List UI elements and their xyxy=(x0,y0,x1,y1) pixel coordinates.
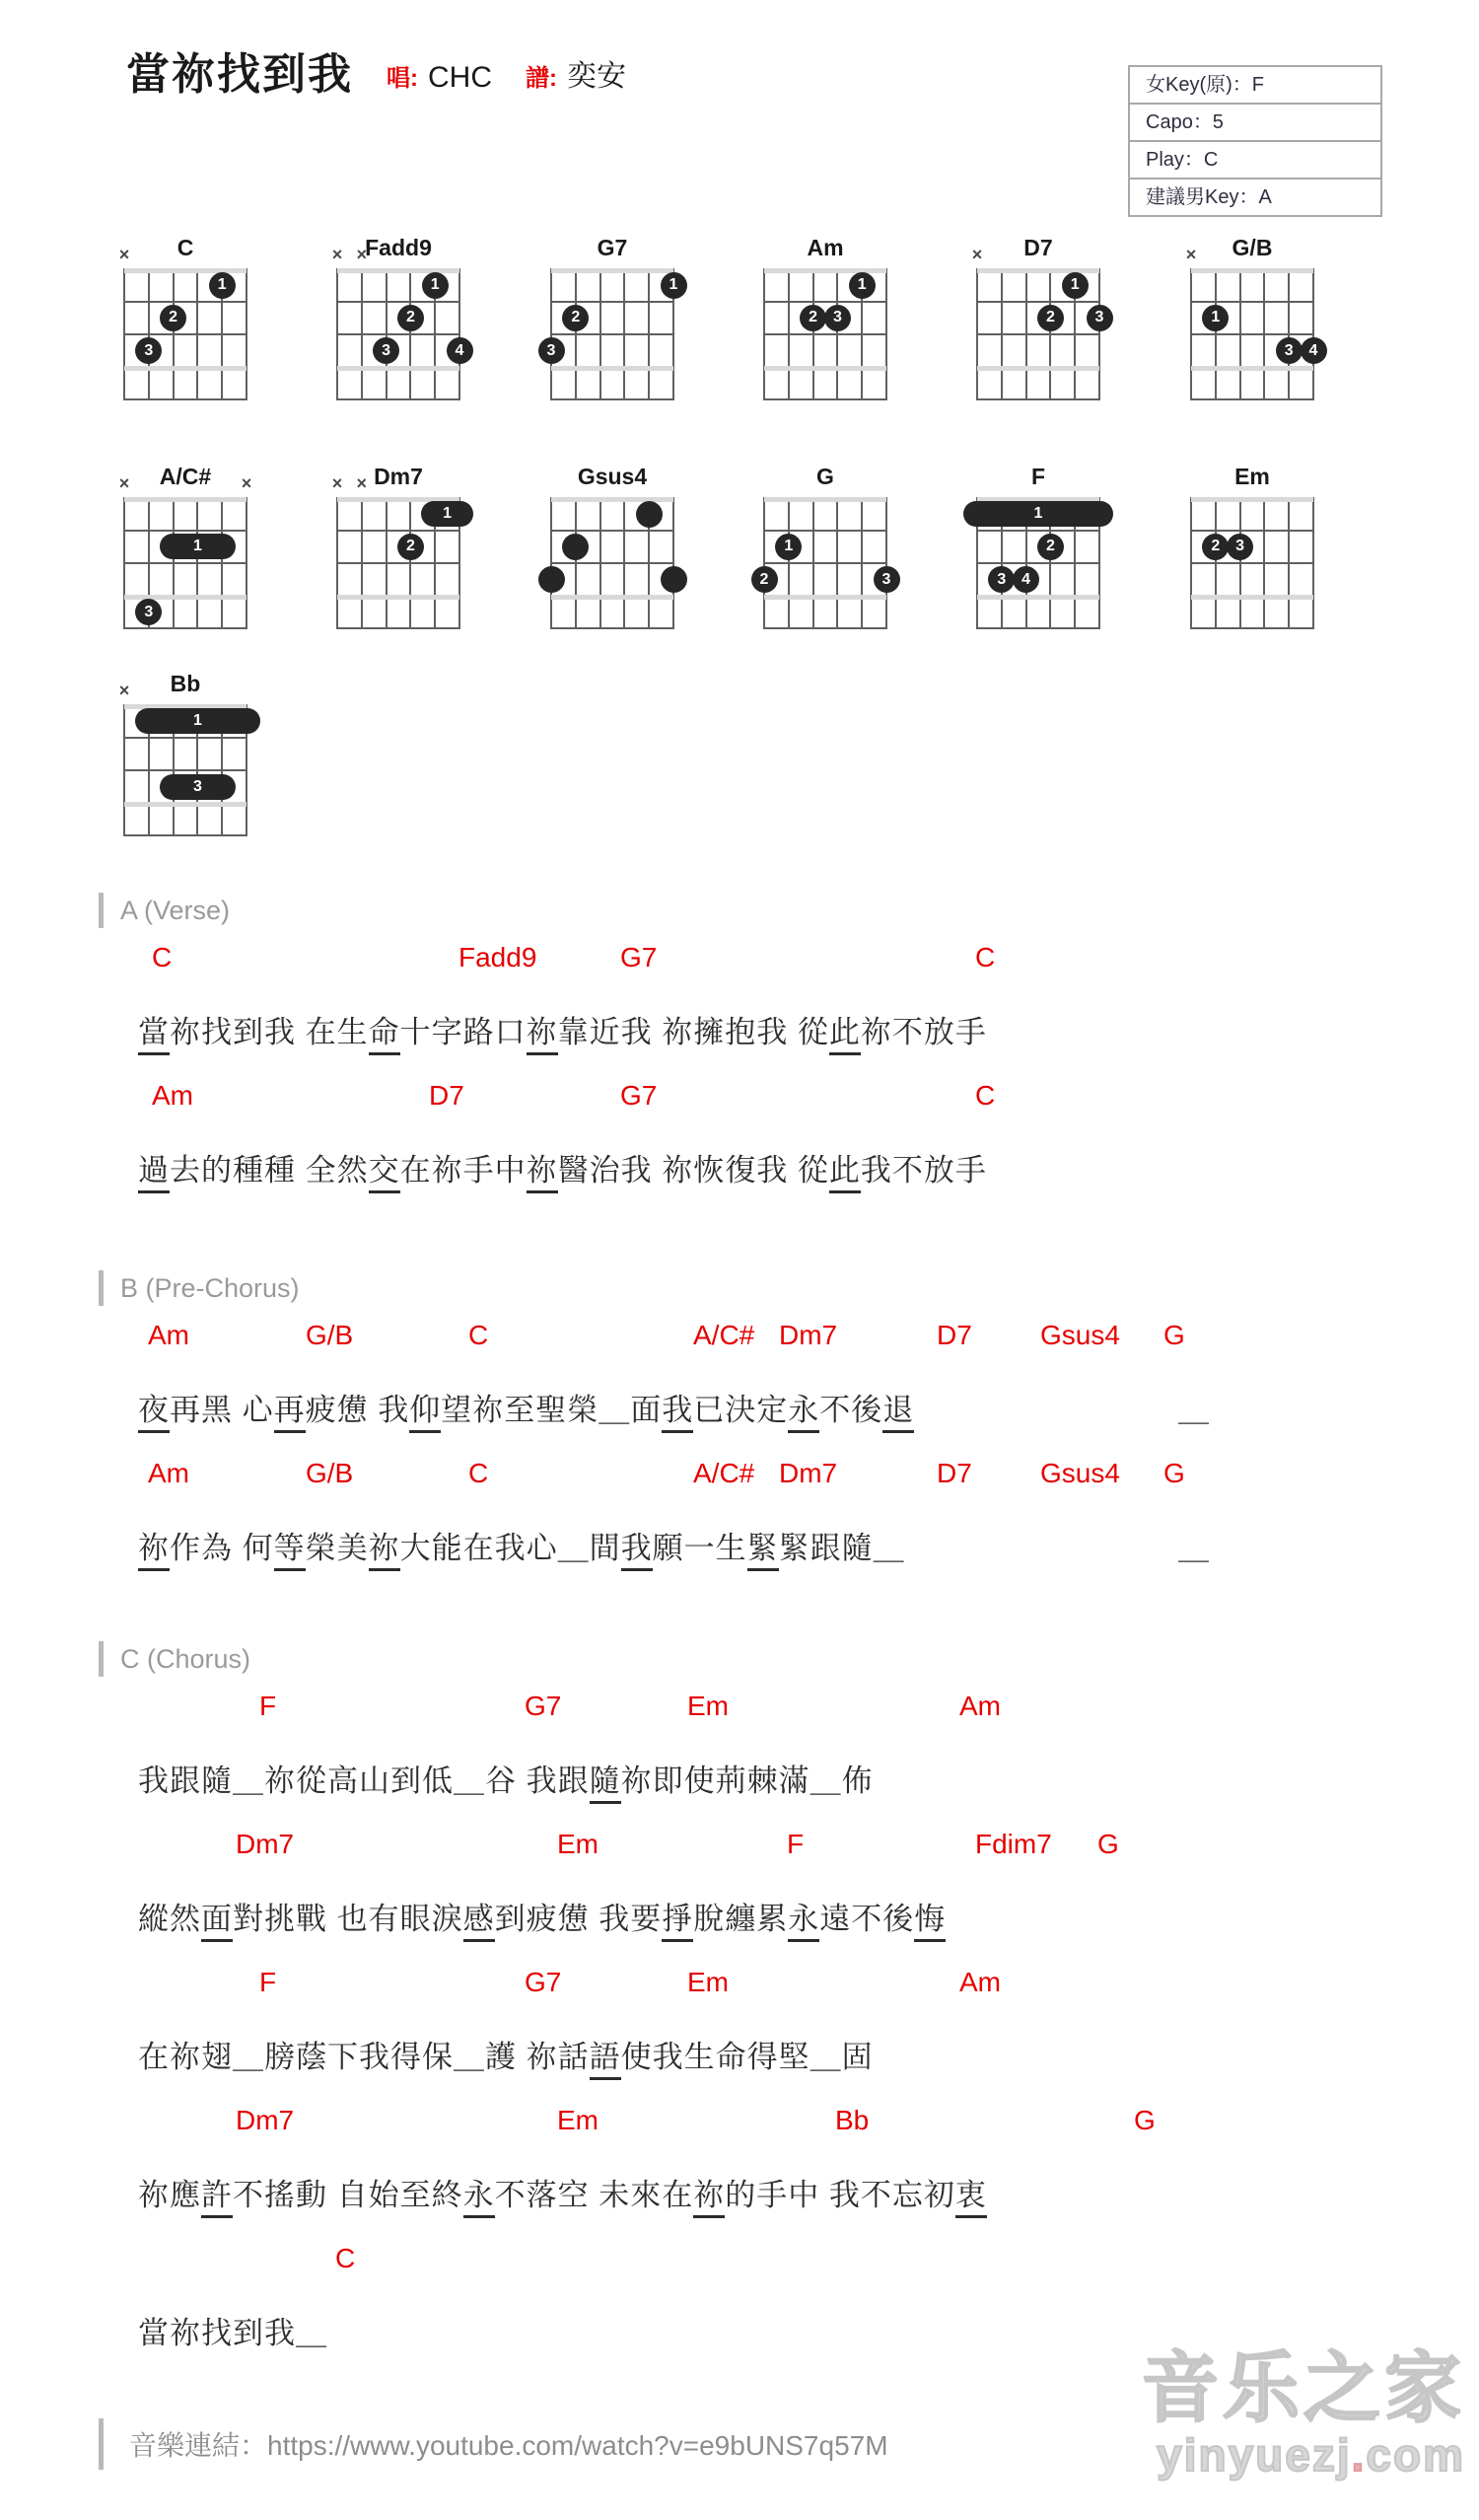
lyric-segment-underlined: 緊 xyxy=(747,1523,779,1571)
chord-diagram-label: D7 xyxy=(1023,235,1053,260)
section-title: B (Pre-Chorus) xyxy=(120,1272,300,1303)
section-verse xyxy=(120,891,1440,1192)
finger-dot xyxy=(562,534,589,560)
finger-dot-3: 3 xyxy=(1276,337,1303,364)
lyric-segment-underlined: 再 xyxy=(274,1385,306,1433)
lyric-segment: 再黑 心 xyxy=(170,1393,274,1427)
chord-label-G/B: G/B xyxy=(306,1458,354,1488)
info-row-play: Play：C xyxy=(1128,140,1382,180)
key-info-box xyxy=(1128,65,1382,217)
chord-label-G: G xyxy=(1134,2105,1156,2135)
finger-dot-3: 3 xyxy=(373,337,399,364)
chord-label-Bb: Bb xyxy=(835,2105,870,2135)
lyric-segment: ＿ xyxy=(1178,1531,1210,1565)
finger-dot-3: 3 xyxy=(988,566,1015,593)
lyric-segment: 不落空 未來在 xyxy=(494,2178,694,2212)
lyric-line xyxy=(138,1523,1440,1570)
muted-string-icon: × xyxy=(331,473,343,493)
lyric-segment: 大能在我心＿間 xyxy=(399,1531,621,1565)
lyric-segment: 使我生命得堅＿固 xyxy=(620,2040,874,2074)
finger-dot-3: 3 xyxy=(538,337,565,364)
finger-dot-2: 2 xyxy=(562,305,589,331)
lyric-segment: 不後 xyxy=(819,1393,883,1427)
credits xyxy=(387,51,626,99)
lyric-segment-underlined: 我 xyxy=(621,1523,653,1571)
chord-label-Gsus4: Gsus4 xyxy=(1040,1320,1120,1350)
lyric-segment: 望祢至聖榮＿面 xyxy=(441,1393,663,1427)
chord-line xyxy=(138,1458,1440,1491)
lyric-line xyxy=(138,1007,1440,1054)
lyric-segment-underlined: 仰 xyxy=(409,1385,441,1433)
lyric-segment: 祢即使荊棘滿＿佈 xyxy=(620,1764,874,1798)
lyric-segment: 去的種種 全然 xyxy=(170,1153,369,1188)
chord-diagram-label: Am xyxy=(807,235,844,260)
finger-dot-1: 1 xyxy=(422,272,449,299)
lyric-segment-underlined: 永 xyxy=(788,1385,819,1433)
chord-label-G7: G7 xyxy=(525,1967,562,1997)
finger-dot-2: 2 xyxy=(397,534,424,560)
fretboard-grid xyxy=(759,497,891,629)
lyric-line xyxy=(138,1756,1440,1803)
chord-diagram-G/B xyxy=(1185,235,1318,400)
lyric-segment: 我跟隨＿祢從高山到低＿谷 我跟 xyxy=(138,1764,590,1798)
arranger-value: 奕安 xyxy=(567,60,626,94)
lyric-segment: 祢找到我 在生 xyxy=(170,1015,369,1049)
lyric-segment: 在祢手中 xyxy=(399,1153,527,1188)
chord-label-F: F xyxy=(787,1829,805,1859)
lyric-line xyxy=(138,1894,1440,1941)
arranger-label: 譜: xyxy=(526,65,557,93)
section-chorus xyxy=(120,1639,1440,2355)
watermark-domain-tld: com xyxy=(1366,2429,1465,2481)
barre-finger-1: 1 xyxy=(160,534,237,559)
lyric-segment-underlined: 悔 xyxy=(914,1894,946,1942)
lyric-segment: 靠近我 祢擁抱我 從 xyxy=(557,1015,829,1049)
lyric-segment: 作為 何 xyxy=(170,1531,274,1565)
lyric-segment: 當祢找到我＿ xyxy=(138,2316,327,2350)
lyric-segment-underlined: 交 xyxy=(369,1145,400,1193)
watermark-domain-dot: . xyxy=(1351,2429,1367,2481)
finger-dot-1: 1 xyxy=(1202,305,1229,331)
barre-finger-1: 1 xyxy=(135,708,260,734)
chord-label-Dm7: Dm7 xyxy=(779,1458,838,1488)
chord-label-Fadd9: Fadd9 xyxy=(458,942,537,972)
chord-diagram-label: G/B xyxy=(1232,235,1273,260)
chord-diagram-Bb xyxy=(118,671,246,836)
lyric-segment-underlined: 隨 xyxy=(590,1756,621,1804)
chord-label-G: G xyxy=(1097,1829,1119,1859)
section-accent-bar xyxy=(99,893,104,928)
lyric-segment-underlined: 面 xyxy=(201,1894,233,1942)
muted-string-icon: × xyxy=(331,245,343,264)
chord-diagram-G xyxy=(759,464,891,629)
lyric-segment-underlined: 祢 xyxy=(693,2170,725,2218)
chord-label-F: F xyxy=(259,1691,277,1721)
chord-label-C: C xyxy=(152,942,173,972)
chord-diagram-D7 xyxy=(971,235,1104,400)
singer-value: CHC xyxy=(428,61,492,95)
lyric-segment: 疲憊 我 xyxy=(305,1393,410,1427)
chord-diagram-row-1 xyxy=(118,235,1455,432)
muted-string-icon: × xyxy=(118,473,130,493)
lyric-segment: 對挑戰 也有眼淚 xyxy=(233,1902,463,1936)
section-title: C (Chorus) xyxy=(120,1643,251,1674)
chord-label-G/B: G/B xyxy=(306,1320,354,1350)
finger-dot-1: 1 xyxy=(849,272,876,299)
chord-label-Am: Am xyxy=(959,1691,1001,1721)
watermark-logo-text: 音乐之家 xyxy=(1141,2344,1465,2431)
chord-diagram-label: Fadd9 xyxy=(365,235,432,260)
barre-finger-3: 3 xyxy=(160,774,237,800)
lyric-line xyxy=(138,1145,1440,1192)
section-title: A (Verse) xyxy=(120,895,231,925)
chord-diagram-F xyxy=(977,464,1099,629)
singer-label: 唱: xyxy=(387,65,418,93)
chord-label-G: G xyxy=(1163,1320,1185,1350)
lyric-segment-underlined: 我 xyxy=(662,1385,693,1433)
footer-accent-bar xyxy=(99,2418,104,2470)
watermark-domain xyxy=(1142,2429,1465,2481)
muted-string-icon: × xyxy=(1185,245,1197,264)
lyric-segment: 縱然 xyxy=(138,1902,201,1936)
chord-diagram-Em xyxy=(1191,464,1313,629)
finger-dot-1: 1 xyxy=(661,272,687,299)
chord-diagram-label: Gsus4 xyxy=(577,464,648,489)
chord-label-D7: D7 xyxy=(937,1458,972,1488)
lyric-segment: 已決定 xyxy=(693,1393,789,1427)
finger-dot-3: 3 xyxy=(1227,534,1253,560)
lyric-segment-underlined: 永 xyxy=(463,2170,495,2218)
lyric-segment: 我不放手 xyxy=(860,1153,987,1188)
chord-label-Dm7: Dm7 xyxy=(236,2105,295,2135)
section-accent-bar xyxy=(99,1270,104,1306)
muted-string-icon: × xyxy=(241,473,252,493)
page-title: 當祢找到我 xyxy=(126,50,353,99)
lyric-segment-underlined: 當 xyxy=(138,1007,170,1055)
chord-label-A/C#: A/C# xyxy=(693,1458,755,1488)
chord-diagram-Gsus4 xyxy=(551,464,673,629)
chord-label-Am: Am xyxy=(959,1967,1001,1997)
finger-dot-2: 2 xyxy=(160,305,186,331)
fretboard-grid xyxy=(977,497,1099,629)
chord-label-Am: Am xyxy=(148,1458,189,1488)
info-row-female-key: 女Key(原)：F xyxy=(1128,65,1382,105)
chord-label-D7: D7 xyxy=(429,1080,464,1111)
chord-diagram-Am xyxy=(764,235,886,400)
section-header xyxy=(120,1268,1440,1308)
finger-dot xyxy=(636,501,663,528)
chord-diagram-label: G xyxy=(816,464,834,489)
chord-label-C: C xyxy=(975,1080,996,1111)
chord-label-D7: D7 xyxy=(937,1320,972,1350)
watermark-domain-name: yinyuezj xyxy=(1157,2429,1352,2481)
info-row-male-key: 建議男Key：A xyxy=(1128,178,1382,217)
fretboard-grid xyxy=(551,497,673,629)
chord-line xyxy=(138,2243,1440,2276)
chord-line xyxy=(138,942,1440,975)
fretboard-grid xyxy=(1191,497,1313,629)
finger-dot-1: 1 xyxy=(209,272,236,299)
lyric-segment-underlined: 祢 xyxy=(527,1007,558,1055)
chord-diagram-row-3 xyxy=(118,671,1455,868)
title-block xyxy=(126,51,626,99)
chord-diagram-label: G7 xyxy=(597,235,628,260)
muted-string-icon: × xyxy=(356,245,368,264)
chord-label-A/C#: A/C# xyxy=(693,1320,755,1350)
chord-label-G7: G7 xyxy=(620,942,658,972)
lyric-segment-underlined: 永 xyxy=(788,1894,819,1942)
lyric-segment: 榮美 xyxy=(305,1531,369,1565)
chord-diagram-label: C xyxy=(176,235,194,260)
chord-diagram-row-2 xyxy=(118,464,1455,661)
finger-dot-3: 3 xyxy=(874,566,900,593)
lyric-segment: 祢應 xyxy=(138,2178,201,2212)
lyric-segment: 醫治我 祢恢復我 從 xyxy=(557,1153,829,1188)
finger-dot-2: 2 xyxy=(397,305,424,331)
finger-dot-3: 3 xyxy=(1087,305,1113,331)
chord-label-Em: Em xyxy=(557,2105,599,2135)
lyric-segment: 到疲憊 我要 xyxy=(494,1902,663,1936)
lyric-segment-underlined: 感 xyxy=(463,1894,495,1942)
lyric-line xyxy=(138,1385,1440,1432)
section-header xyxy=(120,891,1440,930)
lyric-segment-underlined: 夜 xyxy=(138,1385,170,1433)
lyric-segment-underlined: 命 xyxy=(369,1007,400,1055)
finger-dot-2: 2 xyxy=(1037,534,1064,560)
lyric-segment: 十字路口 xyxy=(399,1015,527,1049)
finger-dot-1: 1 xyxy=(775,534,802,560)
finger-dot-4: 4 xyxy=(1013,566,1039,593)
finger-dot-2: 2 xyxy=(800,305,826,331)
chord-diagram-label: Bb xyxy=(170,671,201,696)
chord-label-Gsus4: Gsus4 xyxy=(1040,1458,1120,1488)
finger-dot-3: 3 xyxy=(135,337,162,364)
finger-dot-3: 3 xyxy=(135,599,162,625)
chord-label-G7: G7 xyxy=(525,1691,562,1721)
chord-label-Am: Am xyxy=(152,1080,193,1111)
finger-dot-2: 2 xyxy=(751,566,778,593)
section-pre-chorus xyxy=(120,1268,1440,1570)
finger-dot-4: 4 xyxy=(1301,337,1327,364)
chord-line xyxy=(138,1320,1440,1353)
chord-diagram-label: Dm7 xyxy=(374,464,423,489)
chord-label-C: C xyxy=(975,942,996,972)
lyric-segment: 願一生 xyxy=(652,1531,747,1565)
lyric-segment: 祢不放手 xyxy=(860,1015,987,1049)
lyric-segment-underlined: 等 xyxy=(274,1523,306,1571)
lyric-segment-underlined: 語 xyxy=(590,2032,621,2080)
finger-dot-2: 2 xyxy=(1037,305,1064,331)
chord-label-G7: G7 xyxy=(620,1080,658,1111)
chord-label-Fdim7: Fdim7 xyxy=(975,1829,1052,1859)
chord-line xyxy=(138,1967,1440,2000)
finger-dot-3: 3 xyxy=(824,305,851,331)
lyric-line xyxy=(138,2032,1440,2079)
chord-line xyxy=(138,2105,1440,2138)
muted-string-icon: × xyxy=(971,245,983,264)
lyric-segment-underlined: 過 xyxy=(138,1145,170,1193)
chord-diagram-label: A/C# xyxy=(159,464,212,489)
chord-label-Dm7: Dm7 xyxy=(779,1320,838,1350)
chord-diagram-G7 xyxy=(546,235,678,400)
muted-string-icon: × xyxy=(118,681,130,700)
chord-diagram-label: F xyxy=(1030,464,1046,489)
chord-label-Em: Em xyxy=(687,1691,729,1721)
finger-dot-1: 1 xyxy=(1062,272,1089,299)
lyric-segment: ＿ xyxy=(1178,1393,1210,1427)
chord-diagram-Fadd9 xyxy=(331,235,464,400)
chord-label-G: G xyxy=(1163,1458,1185,1488)
lyric-segment-underlined: 衷 xyxy=(955,2170,987,2218)
chord-line xyxy=(138,1080,1440,1114)
muted-string-icon: × xyxy=(356,473,368,493)
lyric-segment-underlined: 退 xyxy=(882,1385,914,1433)
finger-dot-2: 2 xyxy=(1202,534,1229,560)
finger-dot xyxy=(661,566,687,593)
chord-label-F: F xyxy=(259,1967,277,1997)
barre-finger-1: 1 xyxy=(421,501,473,527)
fretboard-grid xyxy=(118,245,246,400)
chord-diagram-A/C# xyxy=(118,464,252,629)
chord-label-C: C xyxy=(335,2243,356,2273)
section-header xyxy=(120,1639,1440,1679)
music-link-text: 音樂連結：https://www.youtube.com/watch?v=e9bUNS7q57M xyxy=(129,2430,888,2461)
lyric-segment-underlined: 此 xyxy=(829,1145,861,1193)
lyric-segment-underlined: 掙 xyxy=(662,1894,693,1942)
lyric-segment-underlined: 祢 xyxy=(369,1523,400,1571)
lyric-segment-underlined: 許 xyxy=(201,2170,233,2218)
finger-dot-4: 4 xyxy=(447,337,473,364)
fretboard-grid xyxy=(546,268,678,400)
info-row-capo: Capo：5 xyxy=(1128,103,1382,142)
chord-diagram-Dm7 xyxy=(331,464,459,629)
chord-diagram-label: Em xyxy=(1234,464,1270,489)
chord-diagram-C xyxy=(118,235,246,400)
barre-finger-1: 1 xyxy=(963,501,1113,527)
chord-label-Am: Am xyxy=(148,1320,189,1350)
lyric-segment: 緊跟隨＿ xyxy=(778,1531,905,1565)
lyric-segment-underlined: 祢 xyxy=(527,1145,558,1193)
lyric-segment-underlined: 祢 xyxy=(138,1523,170,1571)
chord-line xyxy=(138,1829,1440,1862)
footer xyxy=(99,2418,888,2470)
chord-line xyxy=(138,1691,1440,1724)
lyric-segment: 在祢翅＿膀蔭下我得保＿護 祢話 xyxy=(138,2040,590,2074)
chord-label-Em: Em xyxy=(557,1829,599,1859)
chord-label-Dm7: Dm7 xyxy=(236,1829,295,1859)
chord-label-C: C xyxy=(468,1320,489,1350)
lyric-segment-underlined: 此 xyxy=(829,1007,861,1055)
lyric-segment: 脫纏累 xyxy=(693,1902,789,1936)
finger-dot xyxy=(538,566,565,593)
site-watermark xyxy=(1141,2344,1465,2481)
lyric-segment: 的手中 我不忘初 xyxy=(725,2178,955,2212)
lyric-segment: 不搖動 自始至終 xyxy=(233,2178,463,2212)
lyric-segment: 遠不後 xyxy=(819,1902,915,1936)
section-accent-bar xyxy=(99,1641,104,1677)
muted-string-icon: × xyxy=(118,245,130,264)
chord-label-Em: Em xyxy=(687,1967,729,1997)
lyric-line xyxy=(138,2170,1440,2217)
chord-label-C: C xyxy=(468,1458,489,1488)
fretboard-grid xyxy=(764,268,886,400)
